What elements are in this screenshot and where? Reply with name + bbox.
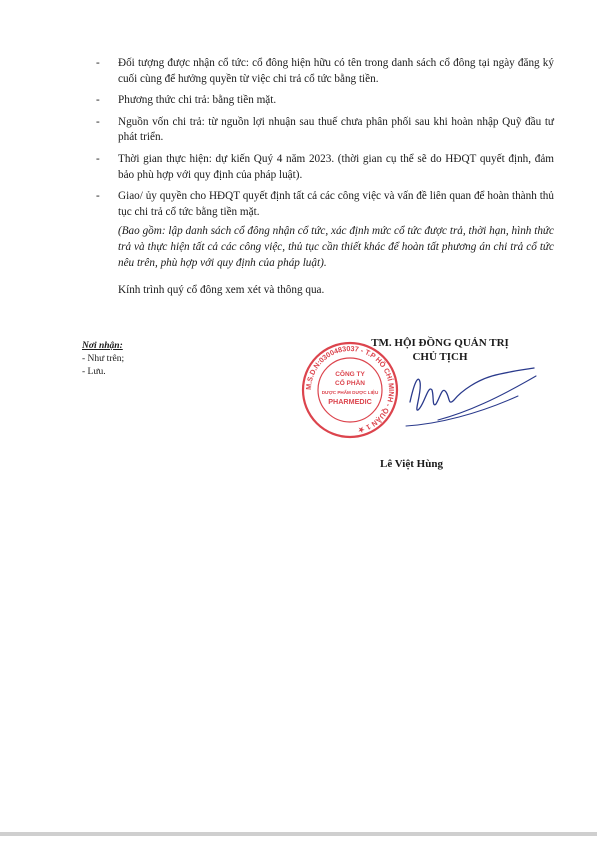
list-item bbox=[96, 56, 554, 87]
closing-statement: Kính trình quý cổ đông xem xét và thông qua. bbox=[118, 284, 325, 297]
bullet-text: Đối tượng được nhận cổ tức: cổ đông hiện hữu có tên trong danh sách cổ đông tại ngày đăng ký cuối cùng để hưởng quyền từ việc chi trả cổ tức bằng tiền. bbox=[118, 57, 554, 85]
recipients-title: Nơi nhận: bbox=[82, 341, 123, 351]
bullet-dash: - bbox=[96, 152, 100, 165]
dividend-terms-list bbox=[96, 56, 554, 299]
svg-text:CÔNG TY: CÔNG TY bbox=[335, 371, 365, 378]
bullet-dash: - bbox=[96, 94, 100, 107]
bullet-dash: - bbox=[96, 57, 100, 69]
signer-name: Lê Việt Hùng bbox=[380, 458, 443, 470]
bullet-dash: - bbox=[96, 115, 100, 128]
recipient-item: - Như trên; bbox=[82, 354, 125, 364]
svg-text:CỔ PHẦN: CỔ PHẦN bbox=[335, 380, 365, 387]
signature-title: TM. HỘI ĐỒNG QUẢN TRỊ bbox=[371, 337, 509, 349]
bullet-dash: - bbox=[96, 190, 100, 203]
scope-note: (Bao gồm: lập danh sách cổ đông nhận cổ tức, xác định mức cổ tức được trả, thời hạn, hình thức trả và thực hiện tất cả các công việc, thủ tục cần thiết khác để hoàn tất phương án chi trả cổ tức nêu trên, phù hợp với quy định của pháp luật). bbox=[118, 225, 554, 269]
recipient-item: - Lưu. bbox=[82, 367, 106, 377]
svg-text:M.S.D.N:0300483037 - T.P HỒ CH: M.S.D.N:0300483037 - T.P HỒ CHÍ MINH - QUẬN 1 ★ bbox=[303, 343, 397, 436]
page-bottom-border bbox=[0, 832, 597, 836]
signature-role: CHỦ TỊCH bbox=[412, 351, 468, 363]
list-item bbox=[96, 115, 554, 146]
bullet-text: Nguồn vốn chi trả: từ nguồn lợi nhuận sau thuế chưa phân phối sau khi hoàn nhập Quỹ đầu tư phát triển. bbox=[118, 115, 554, 144]
bullet-text: Giao/ ủy quyền cho HĐQT quyết định tất cả các công việc và vấn đề liên quan để hoàn thành thủ tục chi trả cổ tức bằng tiền mặt. bbox=[118, 190, 554, 218]
recipients-block bbox=[82, 340, 124, 379]
list-item bbox=[96, 189, 554, 220]
list-item bbox=[96, 93, 554, 109]
list-item bbox=[96, 152, 554, 183]
svg-text:DƯỢC PHẨM DƯỢC LIỆU: DƯỢC PHẨM DƯỢC LIỆU bbox=[321, 390, 379, 395]
handwritten-signature bbox=[398, 354, 538, 434]
bullet-text: Phương thức chi trả: bằng tiền mặt. bbox=[118, 94, 277, 107]
svg-text:PHARMEDIC: PHARMEDIC bbox=[328, 397, 372, 406]
bullet-text: Thời gian thực hiện: dự kiến Quý 4 năm 2023. (thời gian cụ thể sẽ do HĐQT quyết định, đảm bảo phù hợp với quy định của pháp luật). bbox=[118, 152, 554, 181]
